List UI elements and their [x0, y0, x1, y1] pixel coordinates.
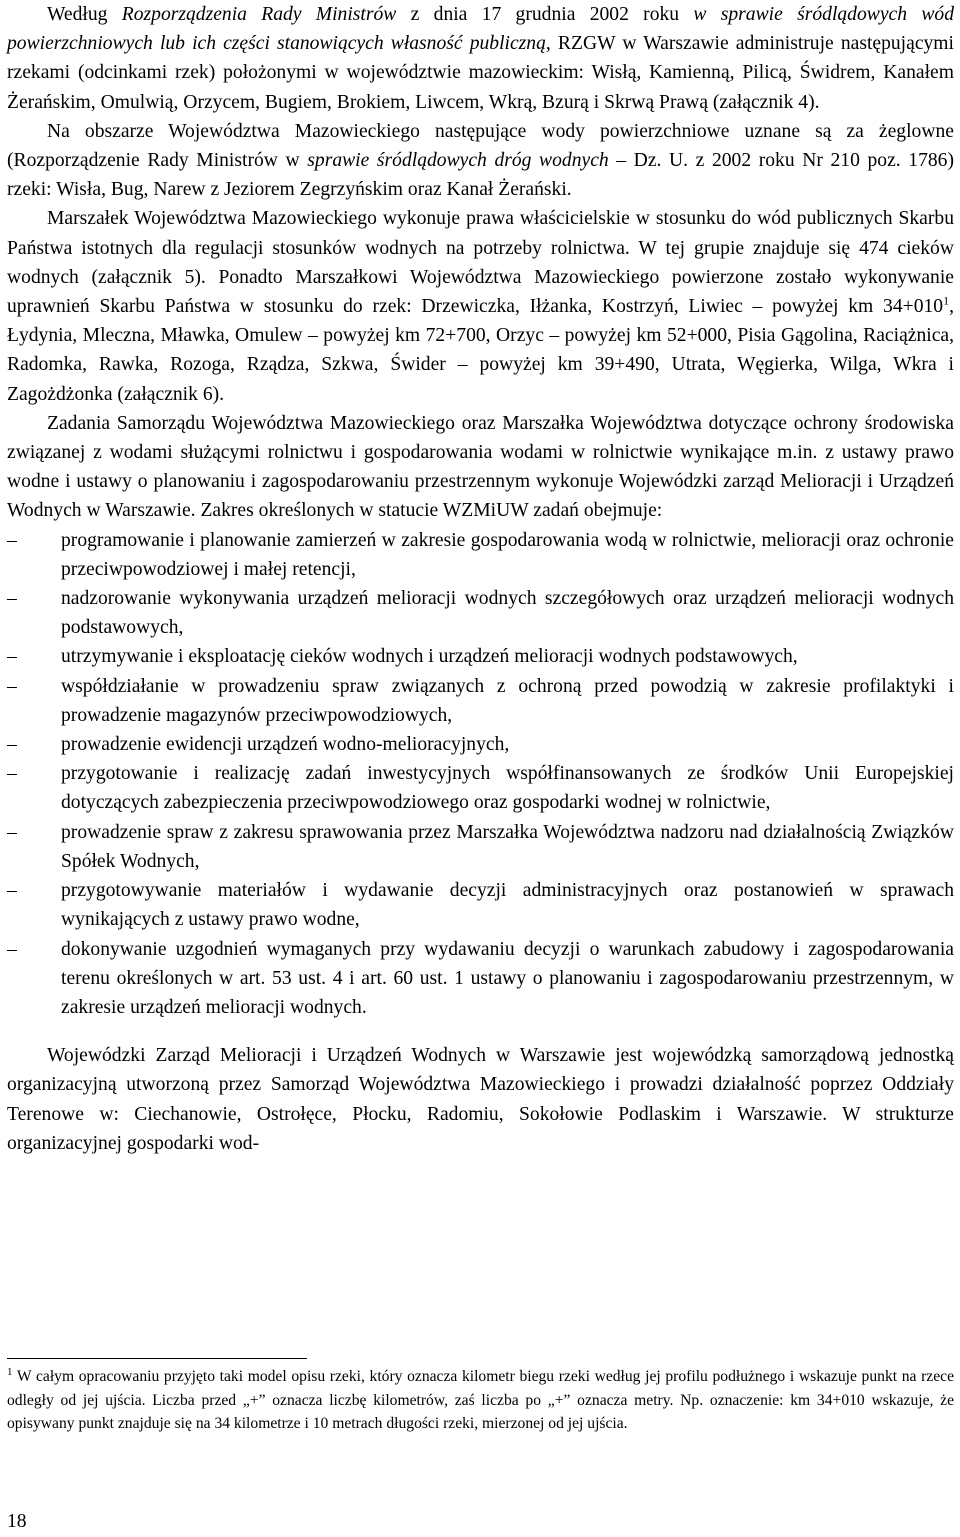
footnote — [7, 1365, 954, 1436]
footnote-marker: 1 — [7, 1365, 13, 1378]
paragraph-tasks-intro: Zadania Samorządu Województwa Mazowieckiego oraz Marszałka Województwa dotyczące ochrony środowiska związanej z wodami służącymi rolnictwu i gospodarowania wodami w rolnictwie wynikające m.in. z ustawy prawo wodne i ustawy o planowaniu i zagospodarowaniu przestrzennym wykonuje Wojewódzki zarząd Melioracji i Urządzeń Wodnych w Warszawie. Zakres określonych w statucie WZMiUW zadań obejmuje: — [7, 412, 954, 522]
paragraph-marshal — [7, 204, 954, 408]
list-item — [7, 876, 954, 934]
footnote-separator — [7, 1358, 307, 1359]
dash-bullet: – — [7, 675, 17, 697]
page-number: 18 — [7, 1511, 27, 1532]
list-item-text: przygotowanie i realizację zadań inwestycyjnych współfinansowanych ze środków Unii Europejskiej dotyczących zabezpieczenia przeciwpowodziowego oraz gospodarki wodnej w rolnictwie, — [61, 763, 954, 814]
list-item-text: prowadzenie ewidencji urządzeń wodno-melioracyjnych, — [61, 734, 510, 756]
list-item-text: utrzymywanie i eksploatację cieków wodnych i urządzeń melioracji wodnych podstawowych, — [61, 646, 798, 668]
dash-bullet: – — [7, 588, 17, 610]
list-item — [7, 672, 954, 730]
dash-bullet: – — [7, 529, 17, 551]
main-text — [7, 0, 954, 1158]
text-span: Według — [47, 4, 122, 25]
list-item-text: prowadzenie spraw z zakresu sprawowania przez Marszałka Województwa nadzoru nad działalnością Związków Spółek Wodnych, — [61, 821, 954, 872]
text-span: – Dz. U. z 2002 roku Nr 210 poz. 1786) rzeki: Wisła, Bug, Narew z Jeziorem Zegrzyńskim oraz Kanał Żerański. — [7, 150, 954, 201]
text-span: z dnia 17 grudnia 2002 roku — [396, 4, 694, 25]
footnote-text: W całym opracowaniu przyjęto taki model opisu rzeki, który oznacza kilometr biegu rzeki według jej profilu podłużnego i wskazuje punkt na rzece odległy od jej ujścia. Liczba przed „+” oznacza liczbę kilometrów, zaś liczba po „+” oznacza metry. Np. oznaczenie: km 34+010 wskazuje, że opisywany punkt znajduje się na 34 kilometrze i 10 metrach długości rzeki, mierzonej od jej ujścia. — [7, 1368, 954, 1432]
text-span: , Łydynia, Mleczna, Mławka, Omulew – powyżej km 72+700, Orzyc – powyżej km 52+000, Pisia Gągolina, Raciążnica, Radomka, Rawka, Rozoga, Rządza, Szkwa, Świder – powyżej km 39+490, Utrata, Węgierka, Wilga, Wkra i Zagożdżonka (załącznik 6). — [7, 296, 954, 405]
list-item-text: przygotowywanie materiałów i wydawanie decyzji administracyjnych oraz postanowień w sprawach wynikających z ustawy prawo wodne, — [61, 880, 954, 931]
text-span: Marszałek Województwa Mazowieckiego wykonuje prawa właścicielskie w stosunku do wód publicznych Skarbu Państwa istotnych dla regulacji stosunków wodnych na potrzeby rolnictwa. W tej grupie znajduje się 474 cieków wodnych (załącznik 5). Ponadto Marszałkowi Województwa Mazowieckiego powierzone zostało wykonywanie uprawnień Skarbu Państwa w stosunku do rzek: Drzewiczka, Iłżanka, Kostrzyń, Liwiec – powyżej km 34+010 — [7, 208, 954, 318]
list-item — [7, 584, 954, 642]
dash-bullet: – — [7, 646, 17, 668]
text-span: Na obszarze Województwa Mazowieckiego następujące wody powierzchniowe uznane są za żeglowne (Rozporządzenie Rady Ministrów w — [7, 120, 954, 172]
dash-bullet: – — [7, 734, 17, 756]
list-item-text: współdziałanie w prowadzeniu spraw związanych z ochroną przed powodzią w zakresie profilaktyki i prowadzenie magazynów przeciwpowodziowych, — [61, 675, 954, 726]
dash-bullet: – — [7, 763, 17, 785]
text-span: , RZGW w Warszawie administruje następującymi rzekami (odcinkami rzek) położonymi w województwie mazowieckim: Wisłą, Kamienną, Pilicą, Świdrem, Kanałem Żerańskim, Omulwią, Orzycem, Bugiem, Brokiem, Liwcem, Wkrą, Bzurą i Skrwą Prawą (załącznik 4). — [7, 33, 954, 113]
list-item-text: nadzorowanie wykonywania urządzeń melioracji wodnych szczegółowych oraz urządzeń melioracji wodnych podstawowych, — [61, 588, 954, 639]
dash-bullet: – — [7, 821, 17, 843]
paragraph-rzgw — [7, 0, 954, 117]
task-list — [7, 526, 954, 1022]
italic-title: sprawie śródlądowych dróg wodnych — [307, 150, 609, 172]
italic-title: w sprawie śródlądowych wód powierzchniowych lub ich części stanowiących własność publiczną — [7, 4, 954, 55]
list-item — [7, 642, 954, 671]
italic-title: Rozporządzenia Rady Ministrów — [121, 4, 397, 25]
dash-bullet: – — [7, 938, 17, 960]
paragraph-gap — [7, 1022, 954, 1041]
paragraph-wzmiuw: Wojewódzki Zarząd Melioracji i Urządzeń Wodnych w Warszawie jest wojewódzką samorządową jednostką organizacyjną utworzoną przez Samorząd Województwa Mazowieckiego i prowadzi działalność poprzez Oddziały Terenowe w: Ciechanowie, Ostrołęce, Płocku, Radomiu, Sokołowie Podlaskim i Warszawie. W strukturze organizacyjnej gospodarki wod- — [7, 1045, 954, 1154]
footnote-reference[interactable]: 1 — [943, 293, 950, 308]
list-item — [7, 935, 954, 1023]
list-item — [7, 818, 954, 876]
paragraph-navigable — [7, 117, 954, 205]
dash-bullet: – — [7, 880, 17, 902]
list-item-text: programowanie i planowanie zamierzeń w zakresie gospodarowania wodą w rolnictwie, melioracji oraz ochronie przeciwpowodziowej i małej retencji, — [61, 529, 954, 580]
list-item — [7, 526, 954, 584]
list-item — [7, 730, 954, 759]
list-item-text: dokonywanie uzgodnień wymaganych przy wydawaniu decyzji o warunkach zabudowy i zagospodarowania terenu określonych w art. 53 ust. 4 i art. 60 ust. 1 ustawy o planowaniu i zagospodarowaniu przestrzennym, w zakresie urządzeń melioracji wodnych. — [61, 938, 954, 1018]
list-item — [7, 759, 954, 817]
